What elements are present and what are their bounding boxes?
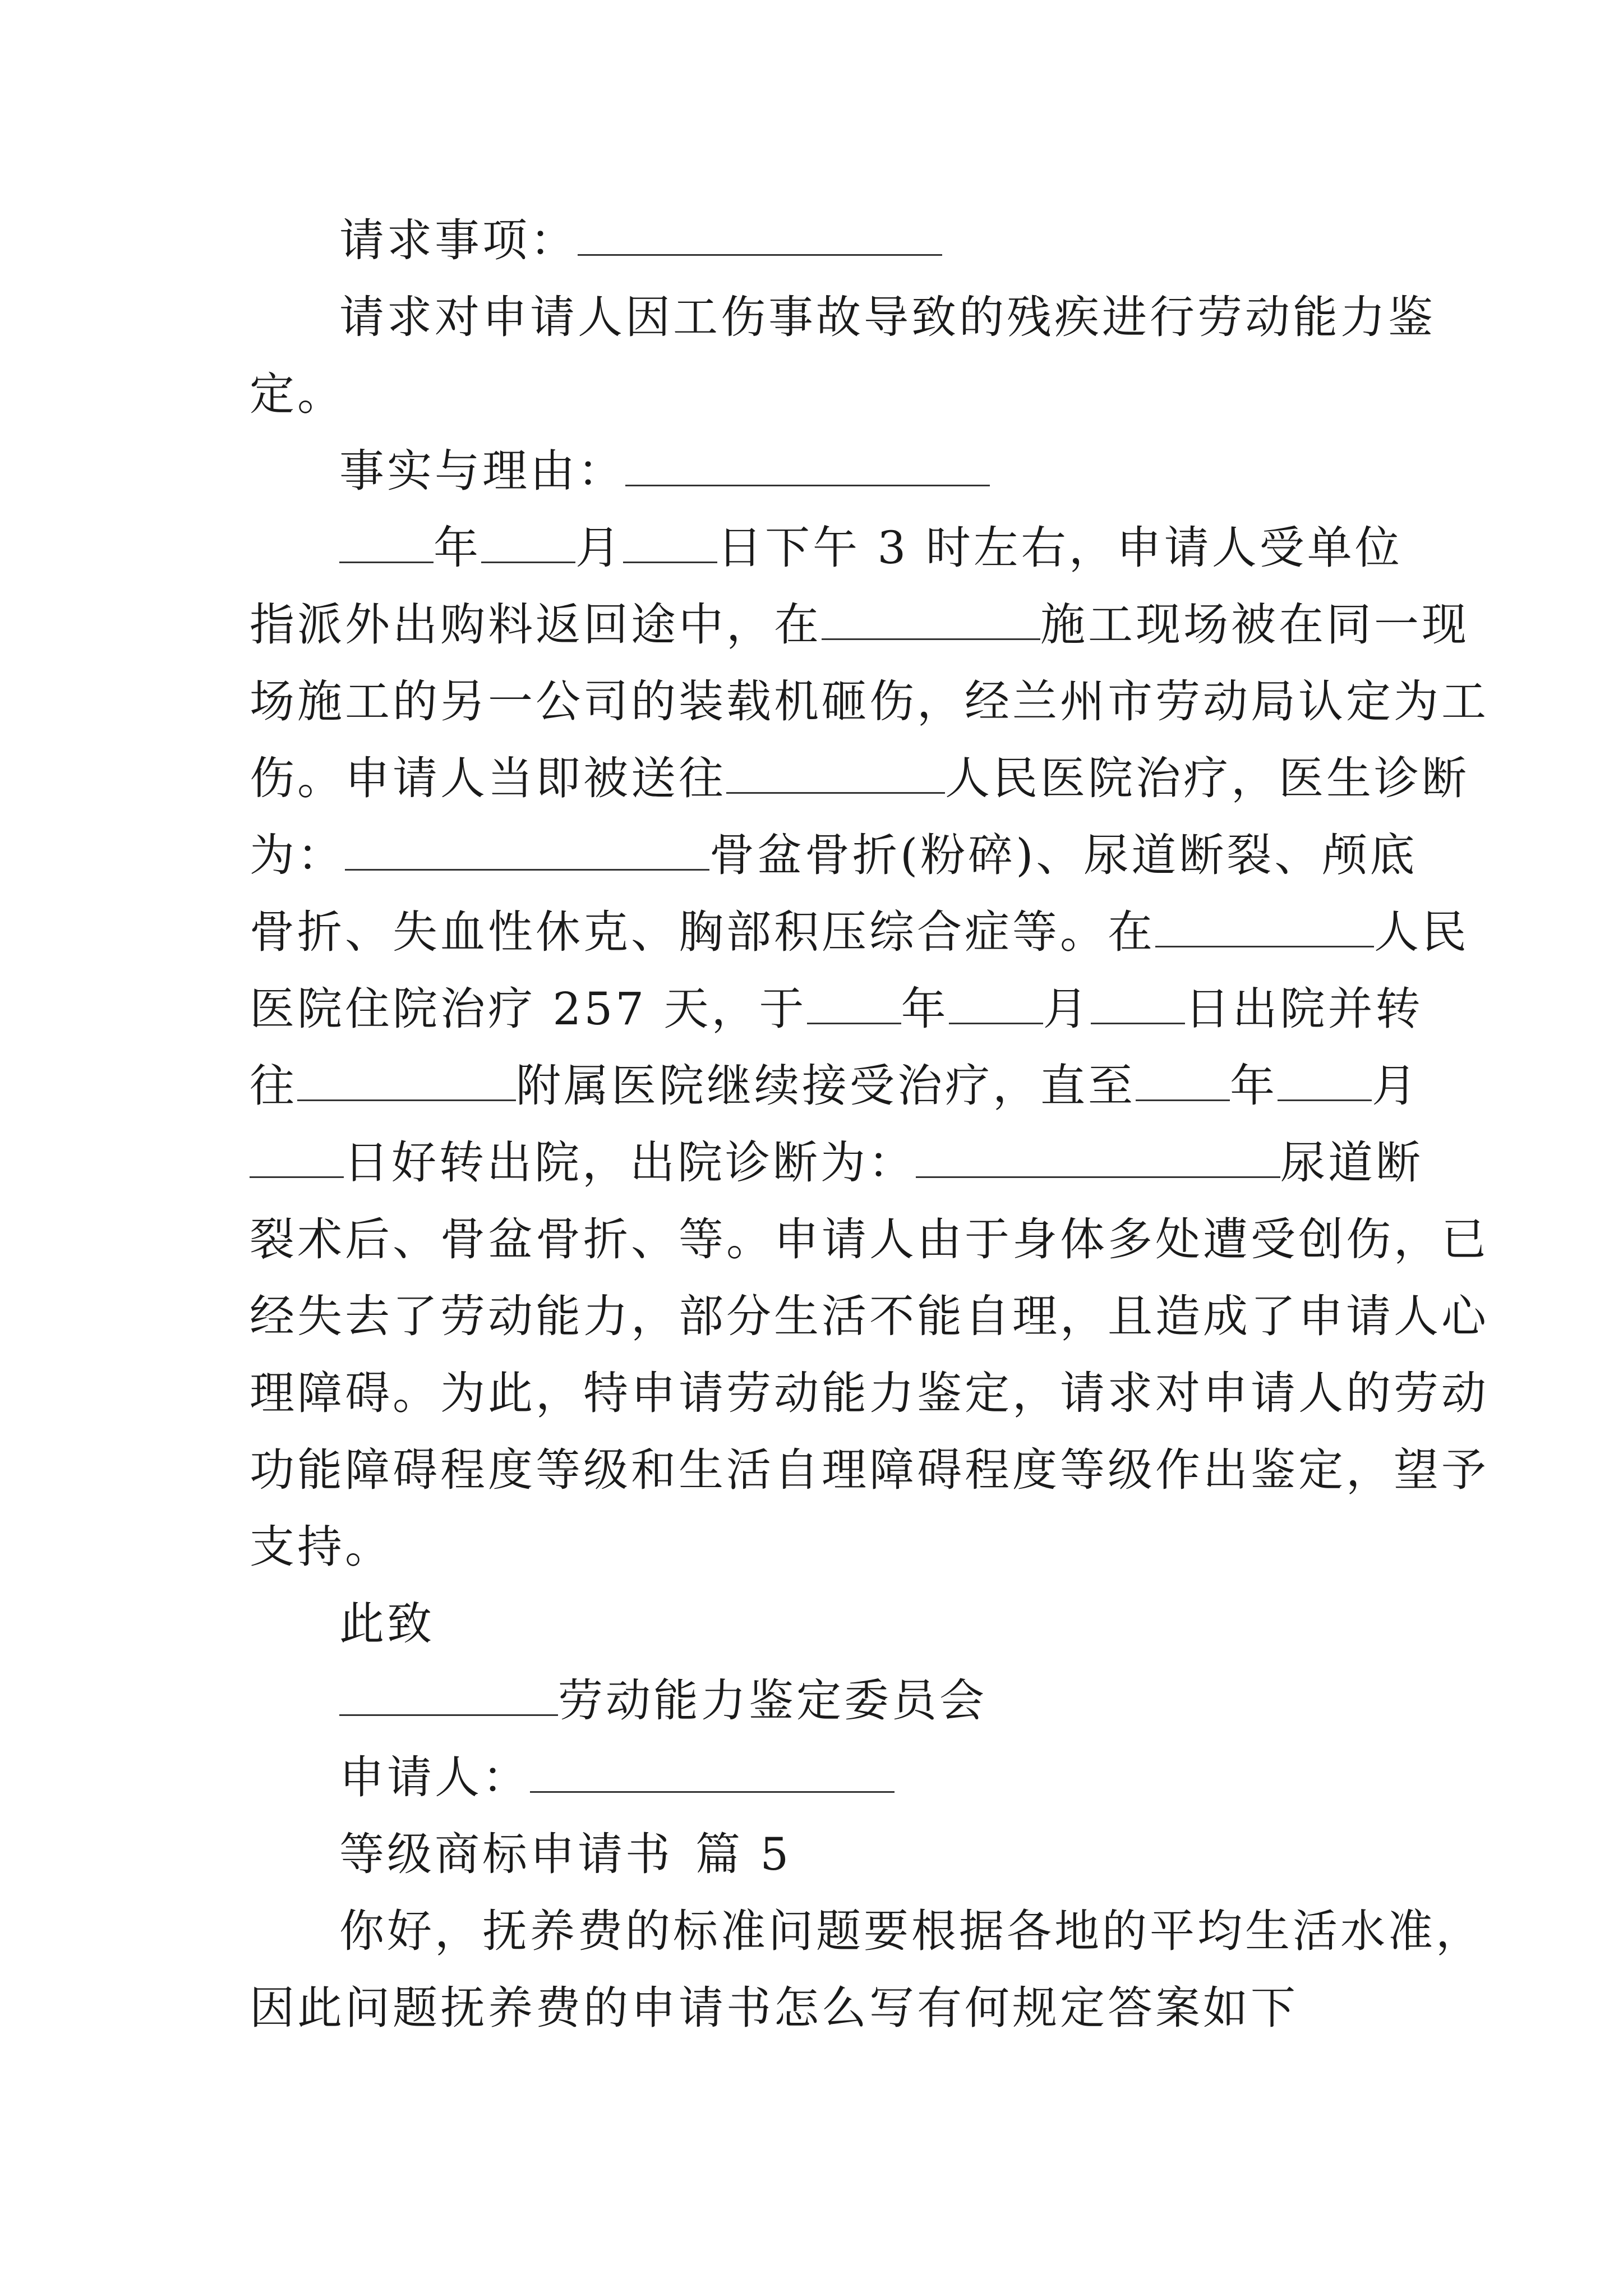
paragraph-line (250, 1124, 1423, 1201)
paragraph-line (250, 970, 1423, 1047)
facts-blank (625, 445, 990, 486)
facts-text: 裂术后、骨盆骨折、等。申请人由于身体多处遭受创伤，已 (250, 1213, 1489, 1266)
section-title: 等级商标申请书 (339, 1828, 673, 1880)
section-number: 篇 5 (695, 1828, 792, 1880)
paragraph-line (250, 509, 1403, 586)
facts-text: 施工现场被在同一现 (1040, 599, 1469, 651)
paragraph-line (250, 663, 1489, 740)
paragraph-line (250, 279, 1436, 356)
facts-text: 月 (1372, 1060, 1419, 1112)
paragraph-line (250, 817, 1418, 894)
year-blank (807, 983, 901, 1024)
paragraph-line (250, 1355, 1489, 1432)
request-heading-line (250, 202, 1388, 279)
facts-text: 功能障碍程度等级和生活自理障碍程度等级作出鉴定，望予 (250, 1444, 1489, 1496)
month-blank (481, 522, 575, 563)
facts-text: 医院住院治疗 257 天，于 (250, 983, 807, 1035)
closing-text: 此致 (339, 1598, 435, 1650)
document-body (250, 202, 1489, 2046)
paragraph-line (250, 1970, 1388, 2046)
applicant-blank (530, 1752, 895, 1793)
facts-heading: 事实与理由： (339, 445, 625, 497)
applicant-label: 申请人： (339, 1751, 530, 1803)
facts-text: 支持。 (250, 1521, 393, 1573)
site-blank (822, 599, 1040, 640)
day-blank (250, 1137, 344, 1178)
request-body-text: 定。 (250, 368, 345, 420)
paragraph-line (250, 894, 1469, 970)
facts-text: 伤。申请人当即被送往 (250, 752, 726, 804)
paragraph-line (250, 1508, 1388, 1585)
month-blank (1278, 1060, 1372, 1101)
hospital-blank (297, 1060, 516, 1101)
closing-line (250, 1585, 1388, 1662)
recipient-text: 劳动能力鉴定委员会 (558, 1674, 987, 1727)
facts-text: 日好转出院，出院诊断为： (344, 1137, 916, 1189)
facts-text: 指派外出购料返回途中，在 (250, 599, 822, 651)
facts-text: 附属医院继续接受治疗，直至 (516, 1060, 1136, 1112)
recipient-blank (339, 1675, 558, 1716)
reply-text: 因此问题抚养费的申请书怎么写有何规定答案如下 (250, 1982, 1298, 2034)
applicant-line (250, 1739, 1388, 1816)
paragraph-line (250, 1432, 1489, 1508)
section-title-line (250, 1816, 1388, 1893)
facts-text: 年 (434, 522, 481, 574)
paragraph-line (250, 1893, 1483, 1970)
paragraph-line (250, 1278, 1489, 1355)
paragraph-line (250, 1047, 1419, 1124)
facts-text: 日出院并转 (1184, 983, 1423, 1035)
recipient-line (250, 1662, 1388, 1739)
paragraph-line (250, 1201, 1489, 1278)
paragraph-line (250, 356, 1388, 432)
facts-text: 尿道断 (1280, 1137, 1423, 1189)
facts-text: 年 (901, 983, 949, 1035)
paragraph-line (250, 586, 1469, 663)
facts-text: 为： (250, 829, 345, 881)
year-blank (339, 522, 434, 563)
request-blank (578, 215, 942, 256)
day-blank (623, 522, 717, 563)
diagnosis-blank (916, 1137, 1280, 1178)
hospital-blank (1155, 907, 1374, 947)
facts-text: 理障碍。为此，特申请劳动能力鉴定，请求对申请人的劳动 (250, 1367, 1489, 1419)
facts-text: 月 (1043, 983, 1091, 1035)
day-blank (1091, 983, 1185, 1024)
year-blank (1136, 1060, 1230, 1101)
facts-text: 月 (575, 522, 623, 574)
facts-text: 年 (1230, 1060, 1278, 1112)
facts-text: 日下午 3 时左右，申请人受单位 (717, 522, 1403, 574)
facts-text: 往 (250, 1060, 297, 1112)
month-blank (949, 983, 1043, 1024)
facts-heading-line (250, 432, 1388, 509)
facts-text: 经失去了劳动能力，部分生活不能自理，且造成了申请人心 (250, 1290, 1489, 1342)
facts-text: 骨盆骨折(粉碎)、尿道断裂、颅底 (709, 829, 1418, 881)
hospital-blank (726, 753, 945, 794)
request-body-text: 请求对申请人因工伤事故导致的残疾进行劳动能力鉴 (339, 291, 1436, 343)
facts-text: 场施工的另一公司的装载机砸伤，经兰州市劳动局认定为工 (250, 675, 1489, 728)
diagnosis-blank (345, 830, 709, 871)
paragraph-line (250, 740, 1469, 817)
facts-text: 人民 (1374, 906, 1469, 958)
reply-text: 你好，抚养费的标准问题要根据各地的平均生活水准， (339, 1905, 1483, 1957)
facts-text: 骨折、失血性休克、胸部积压综合症等。在 (250, 906, 1155, 958)
request-heading: 请求事项： (339, 214, 578, 266)
facts-text: 人民医院治疗，医生诊断 (945, 752, 1469, 804)
